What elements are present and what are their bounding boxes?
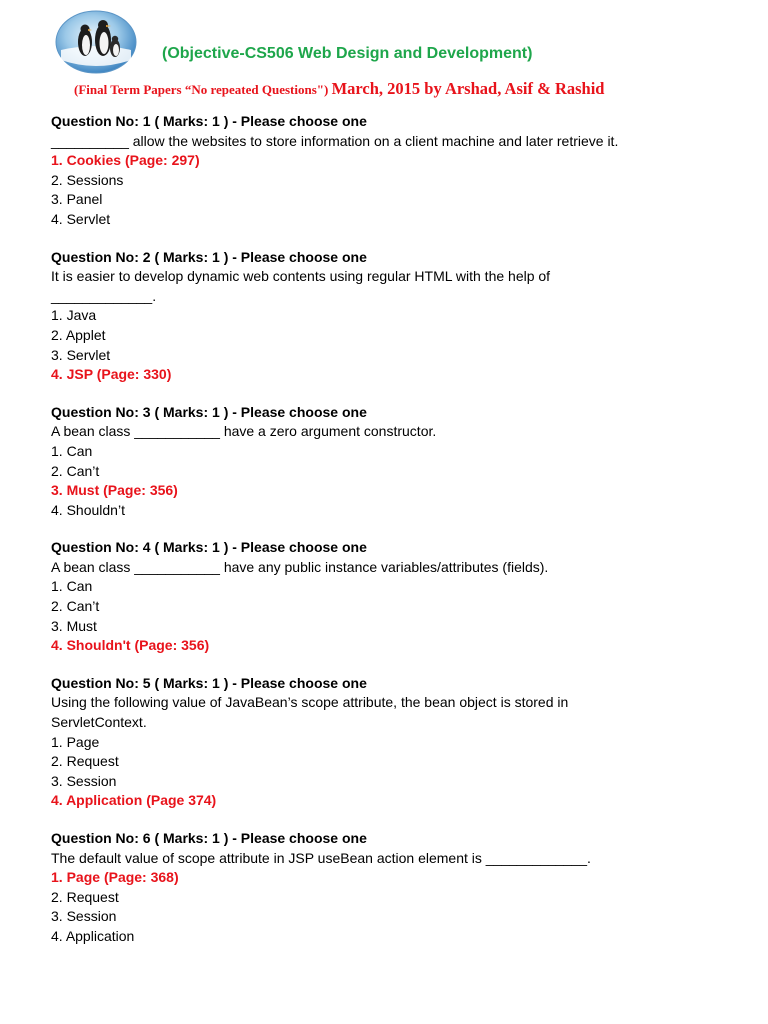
option-2 xyxy=(51,888,751,908)
option-text: Request xyxy=(66,753,119,770)
question-heading: Question No: 4 ( Marks: 1 ) - Please choose one xyxy=(51,539,367,556)
option-text: Applet xyxy=(65,326,106,343)
option-number: 4. xyxy=(51,210,63,227)
option-number: 3. xyxy=(51,772,63,789)
option-2 xyxy=(51,326,751,346)
option-2 xyxy=(51,171,751,191)
option-number: 2. xyxy=(51,753,63,770)
question-5 xyxy=(51,674,751,811)
option-text: Page xyxy=(66,733,100,750)
option-number: 2. xyxy=(51,171,63,188)
question-prompt: A bean class ___________ have any public instance variables/attributes (fields). xyxy=(51,558,549,575)
option-3 xyxy=(51,190,751,210)
option-text: Sessions xyxy=(66,171,124,188)
option-1 xyxy=(51,577,751,597)
option-3 xyxy=(51,346,751,366)
option-number: 4. xyxy=(51,792,63,809)
option-number: 2. xyxy=(51,888,63,905)
option-text: Session xyxy=(66,908,117,925)
option-text: Cookies xyxy=(66,152,122,169)
page-reference: (Page: 356) xyxy=(103,482,178,499)
option-text: Application xyxy=(66,792,143,809)
question-heading: Question No: 3 ( Marks: 1 ) - Please choose one xyxy=(51,403,367,420)
page-reference: (Page: 356) xyxy=(134,637,210,654)
option-number: 1. xyxy=(51,442,63,459)
option-number: 2. xyxy=(51,462,63,479)
page-reference: (Page 374) xyxy=(146,792,217,809)
question-3 xyxy=(51,403,751,521)
question-prompt: __________ allow the websites to store information on a client machine and later retrieve it. xyxy=(51,132,619,149)
option-number: 3. xyxy=(51,191,63,208)
document-title: (Objective-CS506 Web Design and Development) xyxy=(162,45,533,62)
option-number: 3. xyxy=(51,482,63,499)
document-subtitle xyxy=(74,79,604,99)
option-4-correct xyxy=(51,791,751,811)
option-number: 2. xyxy=(51,598,63,615)
option-number: 1. xyxy=(51,869,63,886)
option-2 xyxy=(51,597,751,617)
option-4 xyxy=(51,501,751,521)
option-number: 4. xyxy=(51,366,63,383)
option-number: 3. xyxy=(51,908,63,925)
page-reference: (Page: 297) xyxy=(124,152,200,169)
question-prompt: The default value of scope attribute in JSP useBean action element is _____________. xyxy=(51,849,591,866)
question-prompt-continued: _____________. xyxy=(51,287,157,304)
option-text: Can xyxy=(66,578,93,595)
option-text: Can’t xyxy=(66,598,100,615)
option-text: Shouldn’t xyxy=(66,501,125,518)
option-3-correct xyxy=(51,481,751,501)
question-prompt-continued: ServletContext. xyxy=(51,714,147,731)
question-prompt: It is easier to develop dynamic web contents using regular HTML with the help of xyxy=(51,268,551,285)
option-number: 3. xyxy=(51,617,63,634)
option-1 xyxy=(51,733,751,753)
option-text: Java xyxy=(66,307,97,324)
option-1 xyxy=(51,442,751,462)
penguins-globe-logo xyxy=(55,10,137,74)
option-4 xyxy=(51,210,751,230)
question-list xyxy=(51,112,751,965)
option-2 xyxy=(51,462,751,482)
question-prompt: A bean class ___________ have a zero argument constructor. xyxy=(51,423,437,440)
option-text: Shouldn't xyxy=(66,637,131,654)
option-1-correct xyxy=(51,151,751,171)
question-prompt: Using the following value of JavaBean’s scope attribute, the bean object is stored in xyxy=(51,694,569,711)
option-text: Panel xyxy=(66,191,103,208)
option-text: Page xyxy=(66,869,101,886)
question-1 xyxy=(51,112,751,230)
option-number: 4. xyxy=(51,637,63,654)
option-3 xyxy=(51,617,751,637)
option-2 xyxy=(51,752,751,772)
option-number: 1. xyxy=(51,578,63,595)
page-reference: (Page: 368) xyxy=(103,869,179,886)
option-text: JSP xyxy=(66,366,93,383)
option-text: Servlet xyxy=(66,210,111,227)
option-1-correct xyxy=(51,868,751,888)
question-2 xyxy=(51,248,751,385)
page-reference: (Page: 330) xyxy=(96,366,172,383)
question-6 xyxy=(51,829,751,947)
option-4-correct xyxy=(51,365,751,385)
question-heading: Question No: 6 ( Marks: 1 ) - Please choose one xyxy=(51,830,367,846)
option-text: Session xyxy=(66,772,117,789)
subtitle-paper-type: (Final Term Papers “No repeated Questions") xyxy=(74,82,332,97)
option-4 xyxy=(51,927,751,947)
question-heading: Question No: 1 ( Marks: 1 ) - Please choose one xyxy=(51,113,367,129)
option-number: 1. xyxy=(51,307,63,324)
option-number: 4. xyxy=(51,927,63,944)
option-number: 1. xyxy=(51,733,63,750)
option-text: Must xyxy=(66,482,100,499)
option-3 xyxy=(51,772,751,792)
option-text: Application xyxy=(65,927,135,944)
option-text: Request xyxy=(66,888,119,905)
option-3 xyxy=(51,907,751,927)
option-number: 3. xyxy=(51,346,63,363)
option-number: 4. xyxy=(51,501,63,518)
option-number: 2. xyxy=(51,326,63,343)
option-text: Can’t xyxy=(66,462,100,479)
subtitle-date-authors: March, 2015 by Arshad, Asif & Rashid xyxy=(331,79,605,98)
question-heading: Question No: 5 ( Marks: 1 ) - Please choose one xyxy=(51,674,367,691)
question-heading: Question No: 2 ( Marks: 1 ) - Please choose one xyxy=(51,248,367,265)
option-4-correct xyxy=(51,636,751,656)
option-text: Must xyxy=(66,617,97,634)
option-number: 1. xyxy=(51,152,63,169)
question-4 xyxy=(51,538,751,656)
option-1 xyxy=(51,306,751,326)
option-text: Can xyxy=(66,442,93,459)
option-text: Servlet xyxy=(66,346,111,363)
